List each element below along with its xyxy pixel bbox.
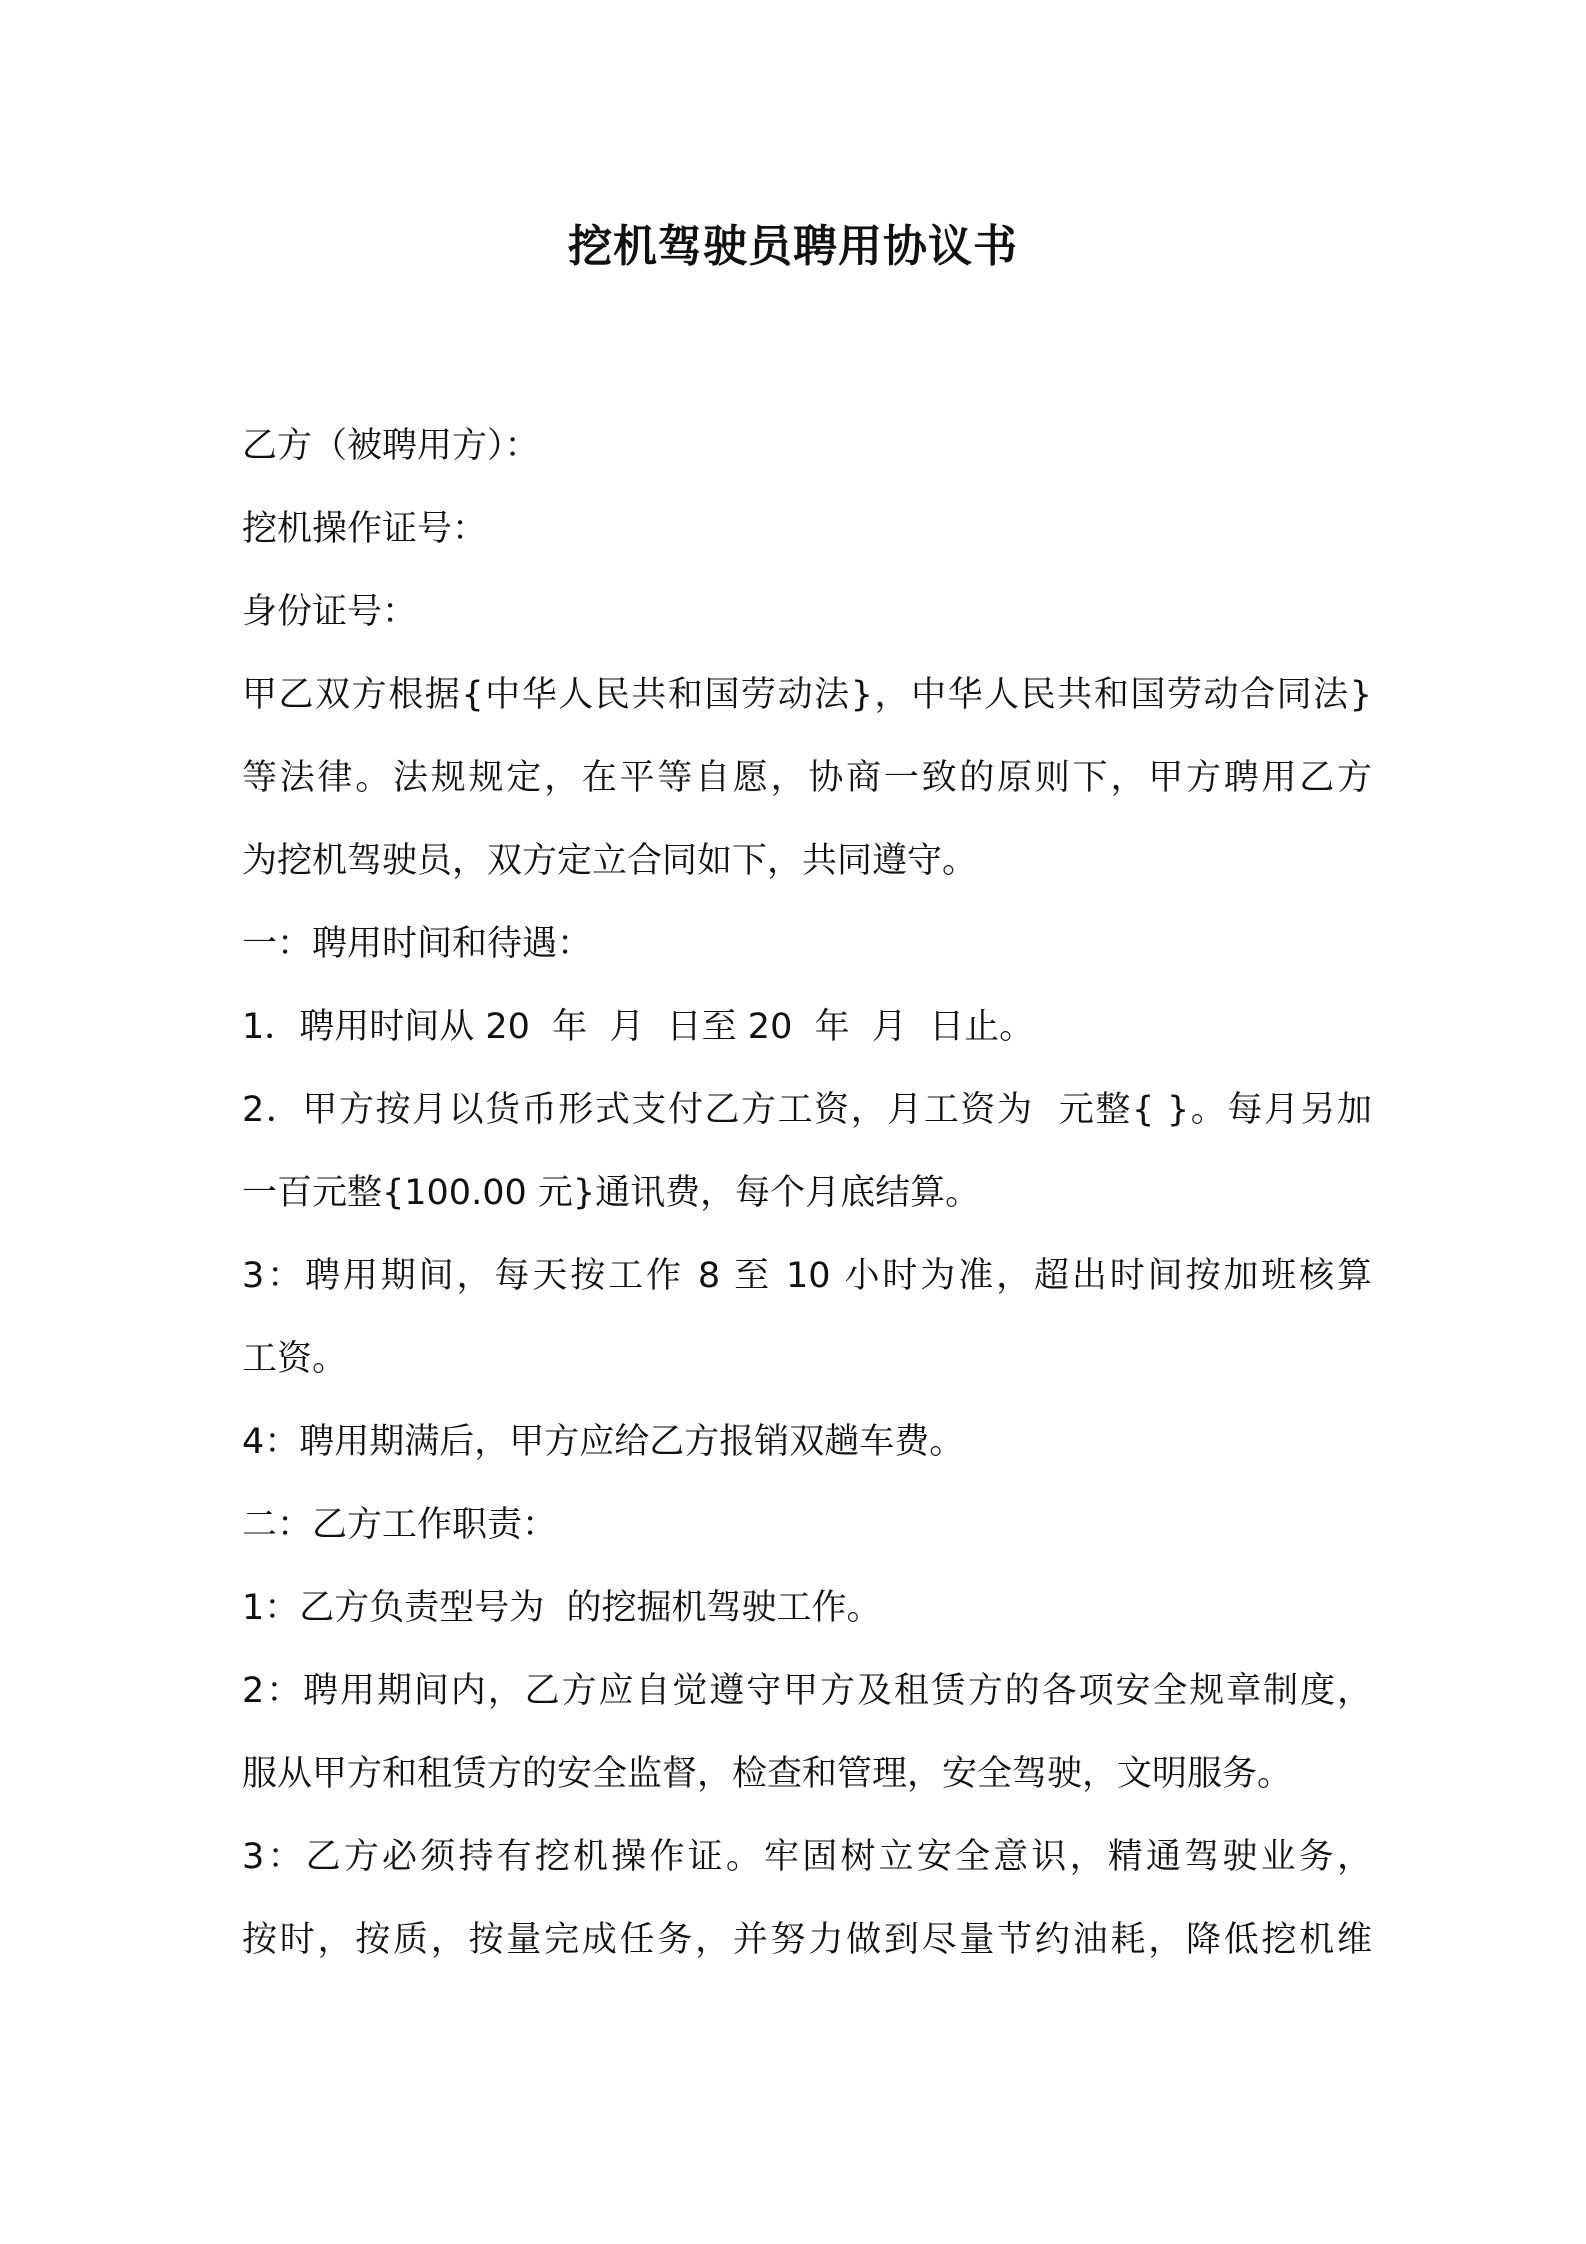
document-title: 挖机驾驶员聘用协议书 [568, 221, 1018, 272]
clause-line: 服从甲方和租赁方的安全监督，检查和管理，安全驾驶，文明服务。 [242, 1754, 1293, 1794]
clause-line: 2．甲方按月以货币形式支付乙方工资，月工资为 元整{ }。每月另加 [242, 1090, 1372, 1130]
clause-line: 1．聘用时间从 20 年 月 日至 20 年 月 日止。 [242, 1007, 1035, 1047]
clause-line: 4：聘用期满后，甲方应给乙方报销双趟车费。 [242, 1422, 965, 1462]
clause-line: 3：聘用期间，每天按工作 8 至 10 小时为准，超出时间按加班核算 [242, 1256, 1372, 1296]
section-heading: 一：聘用时间和待遇： [242, 924, 593, 964]
paragraph-line: 甲乙双方根据{中华人民共和国劳动法}，中华人民共和国劳动合同法} [242, 675, 1372, 715]
party-b-line: 乙方（被聘用方）： [242, 426, 540, 466]
clause-line: 按时，按质，按量完成任务，并努力做到尽量节约油耗，降低挖机维 [242, 1920, 1372, 1960]
paragraph-line: 等法律。法规规定，在平等自愿，协商一致的原则下，甲方聘用乙方 [242, 758, 1372, 798]
id-number-line: 身份证号： [242, 592, 418, 632]
section-heading: 二：乙方工作职责： [242, 1505, 558, 1545]
document-body [242, 405, 1372, 1982]
paragraph-line: 为挖机驾驶员，双方定立合同如下，共同遵守。 [242, 841, 978, 881]
clause-line: 一百元整{100.00 元}通讯费，每个月底结算。 [242, 1173, 981, 1213]
operator-license-line: 挖机操作证号： [242, 509, 488, 549]
clause-line: 1：乙方负责型号为 的挖掘机驾驶工作。 [242, 1588, 882, 1628]
clause-line: 工资。 [242, 1339, 348, 1379]
clause-line: 2：聘用期间内，乙方应自觉遵守甲方及租赁方的各项安全规章制度， [242, 1671, 1372, 1711]
clause-line: 3：乙方必须持有挖机操作证。牢固树立安全意识，精通驾驶业务， [242, 1837, 1372, 1877]
